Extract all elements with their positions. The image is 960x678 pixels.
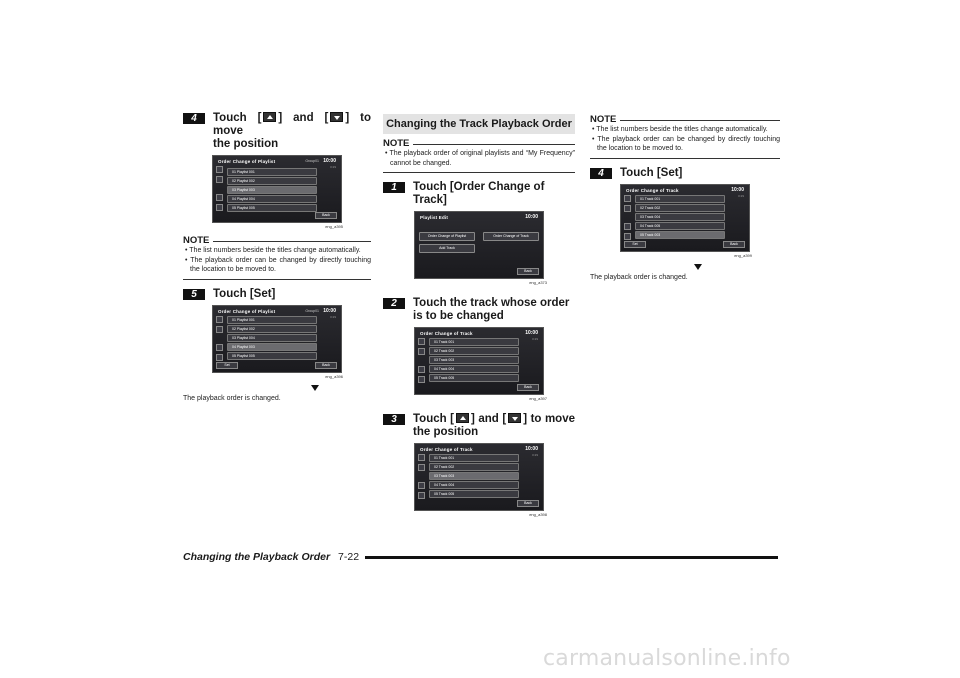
screen-title: Order Change of Playlist xyxy=(218,159,276,164)
screen-time: 0:29 xyxy=(532,337,538,341)
step-5-heading xyxy=(183,288,371,301)
list-row: 01 Playlist 001 xyxy=(227,316,317,324)
screenshot-order-change-track-3 xyxy=(590,184,780,258)
top-arrow-icon xyxy=(624,195,631,202)
list-row: 02 Track 002 xyxy=(429,463,519,471)
step-1-heading xyxy=(383,181,575,207)
note-item: • The list numbers beside the titles change automatically. xyxy=(590,125,780,135)
down-arrow-icon xyxy=(216,194,223,201)
screenshot-order-change-track-2 xyxy=(383,443,575,517)
section-title: Changing the Track Playback Order xyxy=(383,114,575,134)
list-row: 05 Track 003 xyxy=(635,231,725,239)
top-arrow-icon xyxy=(418,454,425,461)
step-2-heading xyxy=(383,297,575,323)
screen-clock: 10:00 xyxy=(731,186,744,193)
top-arrow-icon xyxy=(216,166,223,173)
page-footer xyxy=(183,551,778,563)
image-caption: eng_a399 xyxy=(734,252,752,258)
list-row: 04 Playlist 003 xyxy=(227,343,317,351)
note-item: • The playback order of original playlists and “My Frequency” cannot be changed. xyxy=(383,149,575,168)
down-triangle-icon xyxy=(694,264,702,270)
screen-group: Group01 xyxy=(305,159,319,163)
step-number: 4 xyxy=(590,168,612,179)
list-row: 03 Track 003 xyxy=(429,472,519,480)
image-caption: eng_a397 xyxy=(529,396,547,401)
down-triangle-icon xyxy=(311,385,319,391)
step-text: Touch [Set] xyxy=(213,287,276,300)
set-button: Set xyxy=(216,362,238,369)
list-row: 04 Playlist 004 xyxy=(227,195,317,203)
note-heading: NOTE xyxy=(383,138,575,149)
bottom-arrow-icon xyxy=(418,492,425,499)
step-text-part: ] to move xyxy=(523,413,575,425)
note-item: • The playback order can be changed by directly touching the location to be moved to. xyxy=(590,135,780,154)
back-button: Back xyxy=(517,500,539,507)
list-row: 05 Track 005 xyxy=(429,374,519,382)
screen-time: 0:29 xyxy=(330,165,336,169)
step-text-part: the position xyxy=(213,138,279,150)
list-row: 02 Track 002 xyxy=(429,347,519,355)
screen-time: 0:29 xyxy=(330,314,336,319)
step-text-part: the position xyxy=(413,426,479,438)
down-arrow-icon xyxy=(330,112,343,122)
screen-clock: 10:00 xyxy=(525,330,538,336)
bottom-arrow-icon xyxy=(418,376,425,383)
back-button: Back xyxy=(517,268,539,275)
screen-title: Order Change of Track xyxy=(420,331,473,336)
list-row: 03 Playlist 004 xyxy=(227,334,317,342)
image-caption: eng_a398 xyxy=(529,512,547,517)
list-row: 04 Track 004 xyxy=(429,481,519,489)
back-button: Back xyxy=(517,384,539,391)
screen-time: 0:29 xyxy=(738,193,744,198)
note-list xyxy=(183,246,371,280)
back-button: Back xyxy=(723,241,745,248)
step-number: 4 xyxy=(183,113,205,124)
order-change-playlist-button: Order Change of Playlist xyxy=(419,232,475,241)
page-number: 7-22 xyxy=(338,551,360,563)
bottom-arrow-icon xyxy=(216,354,223,361)
screenshot-order-change-track-1 xyxy=(383,327,575,401)
note-item: • The playback order can be changed by directly touching the location to be moved to. xyxy=(183,256,371,275)
top-arrow-icon xyxy=(216,316,223,323)
step-4-heading xyxy=(183,112,371,151)
screen-title: Playlist Edit xyxy=(420,215,449,220)
down-arrow-icon xyxy=(624,223,631,230)
list-row: 05 Playlist 005 xyxy=(227,352,317,360)
list-row: 05 Track 005 xyxy=(429,490,519,498)
column-right xyxy=(590,112,780,281)
down-arrow-icon xyxy=(508,413,521,423)
down-arrow-icon xyxy=(418,482,425,489)
screen-time: 0:29 xyxy=(532,453,538,457)
step-3-heading xyxy=(383,413,575,439)
step-4-heading xyxy=(590,167,780,180)
step-text: Touch the track whose order is to be changed xyxy=(413,297,570,322)
up-arrow-icon xyxy=(216,176,223,183)
footer-rule xyxy=(365,556,778,559)
list-row: 02 Track 002 xyxy=(635,204,725,212)
watermark: carmanualsonline.info xyxy=(543,646,791,671)
screen-clock: 10:00 xyxy=(323,158,336,164)
note-list xyxy=(383,149,575,173)
back-button: Back xyxy=(315,212,337,219)
list-row: 03 Track 004 xyxy=(635,213,725,221)
note-item: • The list numbers beside the titles change automatically. xyxy=(183,246,371,256)
image-caption: eng_a396 xyxy=(325,373,343,379)
note-heading: NOTE xyxy=(590,114,780,125)
back-button: Back xyxy=(315,362,337,369)
bottom-arrow-icon xyxy=(624,233,631,240)
screen-clock: 10:00 xyxy=(323,307,336,314)
order-change-track-button: Order Change of Track xyxy=(483,232,539,241)
column-middle xyxy=(383,112,575,517)
image-caption: eng_a373 xyxy=(529,280,547,285)
screenshot-order-change-playlist-2 xyxy=(183,305,371,379)
screenshot-order-change-playlist-1 xyxy=(183,155,371,229)
screen-clock: 10:00 xyxy=(525,446,538,452)
set-button: Set xyxy=(624,241,646,248)
step-text-part: Touch [ xyxy=(213,112,262,124)
up-arrow-icon xyxy=(418,464,425,471)
list-row: 03 Track 003 xyxy=(429,356,519,364)
up-arrow-icon xyxy=(418,348,425,355)
step-number: 5 xyxy=(183,289,205,300)
down-arrow-icon xyxy=(216,344,223,351)
list-row: 02 Playlist 002 xyxy=(227,177,317,185)
add-track-button: Add Track xyxy=(419,244,475,253)
note-heading: NOTE xyxy=(183,235,371,246)
step-text-part: ] and [ xyxy=(471,413,507,425)
up-arrow-icon xyxy=(263,112,276,122)
step-number: 2 xyxy=(383,298,405,309)
up-arrow-icon xyxy=(216,326,223,333)
image-caption: eng_a395 xyxy=(325,224,343,229)
bottom-arrow-icon xyxy=(216,204,223,211)
step-text-part: ] and [ xyxy=(278,112,329,124)
list-row: 02 Playlist 002 xyxy=(227,325,317,333)
list-row: 01 Track 001 xyxy=(429,338,519,346)
list-row: 05 Playlist 005 xyxy=(227,204,317,212)
step-text: Touch [Order Change of Track] xyxy=(413,181,545,206)
list-row: 01 Playlist 001 xyxy=(227,168,317,176)
note-list xyxy=(590,125,780,159)
step-text-part: Touch [ xyxy=(413,413,455,425)
screen-title: Order Change of Track xyxy=(420,447,473,452)
up-arrow-icon xyxy=(456,413,469,423)
screen-clock: 10:00 xyxy=(525,214,538,220)
down-arrow-icon xyxy=(418,366,425,373)
step-text: Touch [Set] xyxy=(620,166,683,179)
step-number: 3 xyxy=(383,414,405,425)
result-text: The playback order is changed. xyxy=(590,273,688,281)
list-row: 03 Playlist 003 xyxy=(227,186,317,194)
list-row: 04 Track 005 xyxy=(635,222,725,230)
list-row: 04 Track 004 xyxy=(429,365,519,373)
screen-title: Order Change of Playlist xyxy=(218,308,276,314)
screen-group: Group01 xyxy=(305,308,319,313)
up-arrow-icon xyxy=(624,205,631,212)
screenshot-playlist-edit xyxy=(383,211,575,285)
list-row: 01 Track 001 xyxy=(635,195,725,203)
list-row: 01 Track 001 xyxy=(429,454,519,462)
screen-title: Order Change of Track xyxy=(626,187,679,193)
result-text: The playback order is changed. xyxy=(183,394,281,402)
step-text-part: ] to move xyxy=(213,112,371,137)
footer-title: Changing the Playback Order xyxy=(183,551,331,563)
column-left xyxy=(183,112,371,402)
step-number: 1 xyxy=(383,182,405,193)
top-arrow-icon xyxy=(418,338,425,345)
